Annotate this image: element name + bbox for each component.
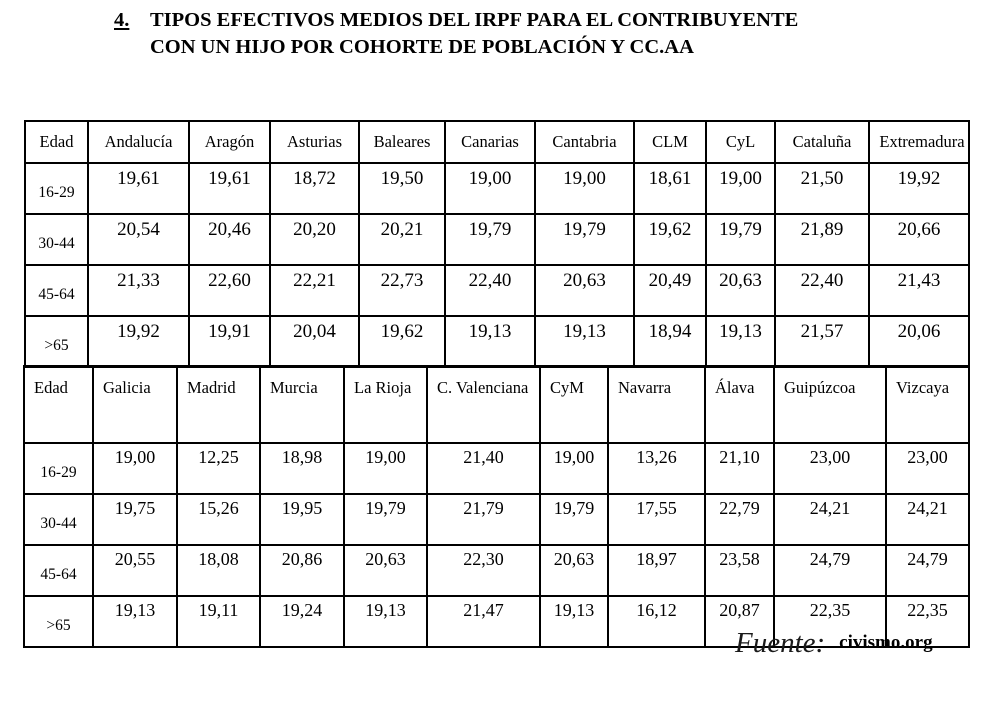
tax-rate-cell: 19,00: [344, 443, 427, 494]
tax-rate-cell: 20,63: [540, 545, 608, 596]
table-row: [25, 163, 969, 214]
tax-rate-cell: 24,79: [774, 545, 886, 596]
tax-rate-cell: 22,40: [445, 265, 535, 316]
tax-rate-cell: 22,60: [189, 265, 270, 316]
tax-rate-cell: 21,40: [427, 443, 540, 494]
age-cohort-cell: >65: [24, 596, 93, 647]
region-column-header: Cantabria: [535, 121, 634, 163]
tax-rate-cell: 19,62: [359, 316, 445, 367]
age-cohort-cell: 30-44: [25, 214, 88, 265]
tax-rate-cell: 21,47: [427, 596, 540, 647]
age-cohort-cell: >65: [25, 316, 88, 367]
region-column-header: Baleares: [359, 121, 445, 163]
tax-rate-cell: 19,00: [540, 443, 608, 494]
tax-rate-cell: 20,21: [359, 214, 445, 265]
tax-rate-cell: 19,92: [869, 163, 969, 214]
tax-rate-cell: 18,97: [608, 545, 705, 596]
region-column-header: Navarra: [608, 366, 705, 443]
tax-rate-table-2: [23, 365, 970, 648]
tax-rate-cell: 19,00: [93, 443, 177, 494]
source-site: civismo.org: [839, 632, 933, 653]
tax-rate-cell: 18,94: [634, 316, 706, 367]
age-cohort-cell: 16-29: [24, 443, 93, 494]
tax-rate-cell: 18,98: [260, 443, 344, 494]
table-row: [24, 443, 969, 494]
region-column-header: La Rioja: [344, 366, 427, 443]
region-column-header: Cataluña: [775, 121, 869, 163]
region-column-header: Álava: [705, 366, 774, 443]
tax-rate-cell: 18,61: [634, 163, 706, 214]
table-row: [25, 214, 969, 265]
tax-rate-cell: 20,55: [93, 545, 177, 596]
tax-rate-cell: 17,55: [608, 494, 705, 545]
tax-rate-cell: 15,26: [177, 494, 260, 545]
region-column-header: Guipúzcoa: [774, 366, 886, 443]
tax-rate-cell: 19,61: [189, 163, 270, 214]
tax-rate-cell: 20,49: [634, 265, 706, 316]
age-cohort-cell: 45-64: [24, 545, 93, 596]
tax-rate-cell: 19,00: [445, 163, 535, 214]
tax-rate-cell: 23,00: [886, 443, 969, 494]
tax-rate-cell: 22,79: [705, 494, 774, 545]
heading-title-line-2: CON UN HIJO POR COHORTE DE POBLACIÓN Y CC.AA: [150, 36, 694, 58]
tax-rate-cell: 22,21: [270, 265, 359, 316]
header-row: [25, 121, 969, 163]
header-row: [24, 366, 969, 443]
age-column-header: Edad: [25, 121, 88, 163]
tax-rate-cell: 20,63: [344, 545, 427, 596]
table-row: [24, 545, 969, 596]
tax-rate-cell: 18,72: [270, 163, 359, 214]
region-column-header: CLM: [634, 121, 706, 163]
tax-rate-cell: 19,95: [260, 494, 344, 545]
tax-rate-cell: 20,63: [535, 265, 634, 316]
tax-rate-cell: 19,79: [344, 494, 427, 545]
tax-rate-cell: 19,62: [634, 214, 706, 265]
tax-rate-cell: 13,26: [608, 443, 705, 494]
age-cohort-cell: 16-29: [25, 163, 88, 214]
region-column-header: Galicia: [93, 366, 177, 443]
tax-rate-cell: 23,58: [705, 545, 774, 596]
tax-rate-cell: 19,24: [260, 596, 344, 647]
tax-rate-cell: 19,13: [93, 596, 177, 647]
tax-rate-cell: 19,13: [706, 316, 775, 367]
tax-rate-cell: 20,54: [88, 214, 189, 265]
table-row: [24, 494, 969, 545]
tax-rate-table-1: [24, 120, 970, 368]
age-cohort-cell: 30-44: [24, 494, 93, 545]
tax-rate-cell: 19,13: [540, 596, 608, 647]
region-column-header: C. Valenciana: [427, 366, 540, 443]
tax-rate-cell: 19,91: [189, 316, 270, 367]
table-row: [25, 265, 969, 316]
tax-rate-cell: 22,35: [774, 596, 886, 647]
tax-rate-cell: 19,75: [93, 494, 177, 545]
region-column-header: CyM: [540, 366, 608, 443]
tax-rate-cell: 19,00: [706, 163, 775, 214]
tax-rate-cell: 24,21: [886, 494, 969, 545]
tax-rate-cell: 19,13: [445, 316, 535, 367]
tax-rate-cell: 21,33: [88, 265, 189, 316]
source-credit: [735, 627, 933, 660]
tax-rate-cell: 20,04: [270, 316, 359, 367]
tax-rate-cell: 19,79: [445, 214, 535, 265]
tax-rate-cell: 19,61: [88, 163, 189, 214]
tax-rate-cell: 19,13: [535, 316, 634, 367]
tax-rate-cell: 22,35: [886, 596, 969, 647]
tax-rate-cell: 24,79: [886, 545, 969, 596]
region-column-header: Madrid: [177, 366, 260, 443]
heading-title-line-1: TIPOS EFECTIVOS MEDIOS DEL IRPF PARA EL CONTRIBUYENTE: [150, 9, 799, 31]
tax-rate-cell: 16,12: [608, 596, 705, 647]
tax-rate-cell: 24,21: [774, 494, 886, 545]
tax-rate-cell: 12,25: [177, 443, 260, 494]
tax-rate-cell: 19,79: [706, 214, 775, 265]
tax-rate-cell: 20,66: [869, 214, 969, 265]
tax-rate-cell: 22,30: [427, 545, 540, 596]
tax-rate-cell: 19,11: [177, 596, 260, 647]
region-column-header: Murcia: [260, 366, 344, 443]
region-column-header: Canarias: [445, 121, 535, 163]
tax-rate-cell: 20,06: [869, 316, 969, 367]
tax-rate-cell: 19,13: [344, 596, 427, 647]
tax-rate-cell: 21,79: [427, 494, 540, 545]
tax-rate-cell: 21,57: [775, 316, 869, 367]
region-column-header: Asturias: [270, 121, 359, 163]
region-column-header: Vizcaya: [886, 366, 969, 443]
tax-rate-cell: 21,50: [775, 163, 869, 214]
age-column-header: Edad: [24, 366, 93, 443]
tax-rate-cell: 20,20: [270, 214, 359, 265]
tax-rate-cell: 19,00: [535, 163, 634, 214]
tax-rate-cell: 20,87: [705, 596, 774, 647]
tax-rate-cell: 23,00: [774, 443, 886, 494]
tax-rate-cell: 19,79: [540, 494, 608, 545]
region-column-header: Extremadura: [869, 121, 969, 163]
tax-rate-cell: 18,08: [177, 545, 260, 596]
tax-rate-cell: 20,63: [706, 265, 775, 316]
tax-rate-cell: 22,73: [359, 265, 445, 316]
tax-rate-cell: 20,86: [260, 545, 344, 596]
source-label: Fuente:: [735, 627, 826, 659]
table-row: [25, 316, 969, 367]
tax-rate-cell: 22,40: [775, 265, 869, 316]
tax-rate-cell: 19,79: [535, 214, 634, 265]
region-column-header: Aragón: [189, 121, 270, 163]
region-column-header: Andalucía: [88, 121, 189, 163]
tax-rate-cell: 21,89: [775, 214, 869, 265]
heading-number: 4.: [114, 9, 130, 31]
age-cohort-cell: 45-64: [25, 265, 88, 316]
tax-rate-cell: 19,92: [88, 316, 189, 367]
tax-rate-cell: 21,10: [705, 443, 774, 494]
tax-rate-cell: 21,43: [869, 265, 969, 316]
tax-rate-cell: 20,46: [189, 214, 270, 265]
region-column-header: CyL: [706, 121, 775, 163]
tax-rate-cell: 19,50: [359, 163, 445, 214]
